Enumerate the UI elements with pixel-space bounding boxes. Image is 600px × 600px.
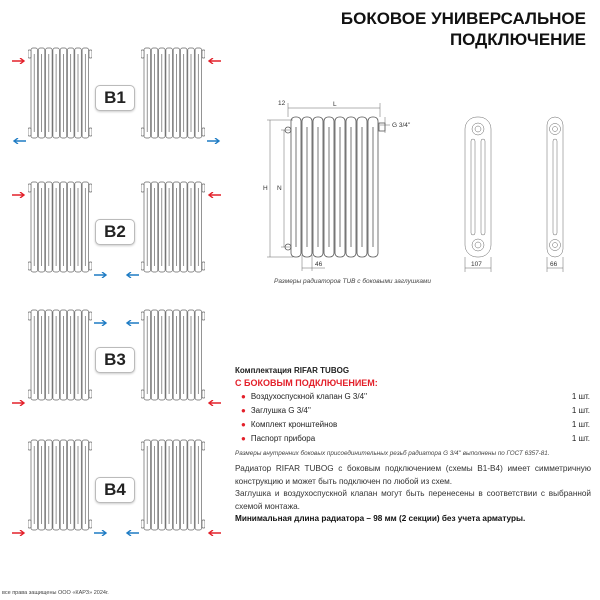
radiator-right <box>141 46 205 140</box>
description: Радиатор RIFAR TUBOG с боковым подключением (схемы В1-В4) имеет симметричную конструкцию и может быть подключен по любой из схем. Заглушка и воздухоспускной клапан могут быть перенесены в соответствии с выбранной схемой монтажа. Минимальная длина радиатора – 98 мм (2 секции) без учета арматуры. <box>235 464 591 524</box>
radiator-left <box>28 46 92 140</box>
return-arrow-icon <box>207 131 221 137</box>
list-item: ● Заглушка G 3/4'' 1 шт. <box>241 406 590 415</box>
kit-section <box>235 366 590 457</box>
radiator-right <box>141 180 205 274</box>
return-arrow-icon <box>94 523 108 529</box>
dim-12: 12 <box>278 100 286 107</box>
return-arrow-icon <box>94 313 108 319</box>
kit-heading: Комплектация RIFAR TUBOG <box>235 366 350 375</box>
return-arrow-icon <box>125 313 139 319</box>
supply-arrow-icon <box>207 393 221 399</box>
dim-L: L <box>333 101 337 108</box>
drawing-caption: Размеры радиаторов TUB с боковыми заглушками <box>274 278 432 285</box>
dim-66: 66 <box>550 261 558 268</box>
kit-note: Размеры внутренних боковых присоединительных резьб радиатора G 3/4'' выполнены по ГОСТ 6357-81. <box>235 450 550 457</box>
return-arrow-icon <box>125 523 139 529</box>
radiator-right <box>141 308 205 402</box>
dim-N: N <box>277 185 282 192</box>
dim-H: H <box>263 185 268 192</box>
scheme-label: B3 <box>95 347 135 373</box>
kit-subheading: С БОКОВЫМ ПОДКЛЮЧЕНИЕМ: <box>235 378 378 388</box>
scheme-label: B1 <box>95 85 135 111</box>
dimension-drawing <box>255 95 600 280</box>
list-item: ● Воздухоспускной клапан G 3/4'' 1 шт. <box>241 392 590 401</box>
supply-arrow-icon <box>12 393 26 399</box>
bullet-icon: ● <box>241 434 246 443</box>
scheme-label: B2 <box>95 219 135 245</box>
supply-arrow-icon <box>207 523 221 529</box>
bullet-icon: ● <box>241 420 246 429</box>
supply-arrow-icon <box>12 185 26 191</box>
supply-arrow-icon <box>207 185 221 191</box>
return-arrow-icon <box>125 265 139 271</box>
copyright: все права защищены ООО «КАРЗ» 2024г. <box>2 590 109 596</box>
dim-107: 107 <box>471 261 482 268</box>
page-title: БОКОВОЕ УНИВЕРСАЛЬНОЕ ПОДКЛЮЧЕНИЕ <box>340 9 586 49</box>
dim-46: 46 <box>315 261 323 268</box>
supply-arrow-icon <box>12 523 26 529</box>
supply-arrow-icon <box>12 51 26 57</box>
bullet-icon: ● <box>241 392 246 401</box>
radiator-left <box>28 308 92 402</box>
radiator-left <box>28 180 92 274</box>
supply-arrow-icon <box>207 51 221 57</box>
list-item: ● Комплект кронштейнов 1 шт. <box>241 420 590 429</box>
thread-label: G 3/4'' <box>392 122 411 129</box>
radiator-left <box>28 438 92 532</box>
bullet-icon: ● <box>241 406 246 415</box>
scheme-label: B4 <box>95 477 135 503</box>
return-arrow-icon <box>94 265 108 271</box>
return-arrow-icon <box>12 131 26 137</box>
list-item: ● Паспорт прибора 1 шт. <box>241 434 590 443</box>
radiator-right <box>141 438 205 532</box>
